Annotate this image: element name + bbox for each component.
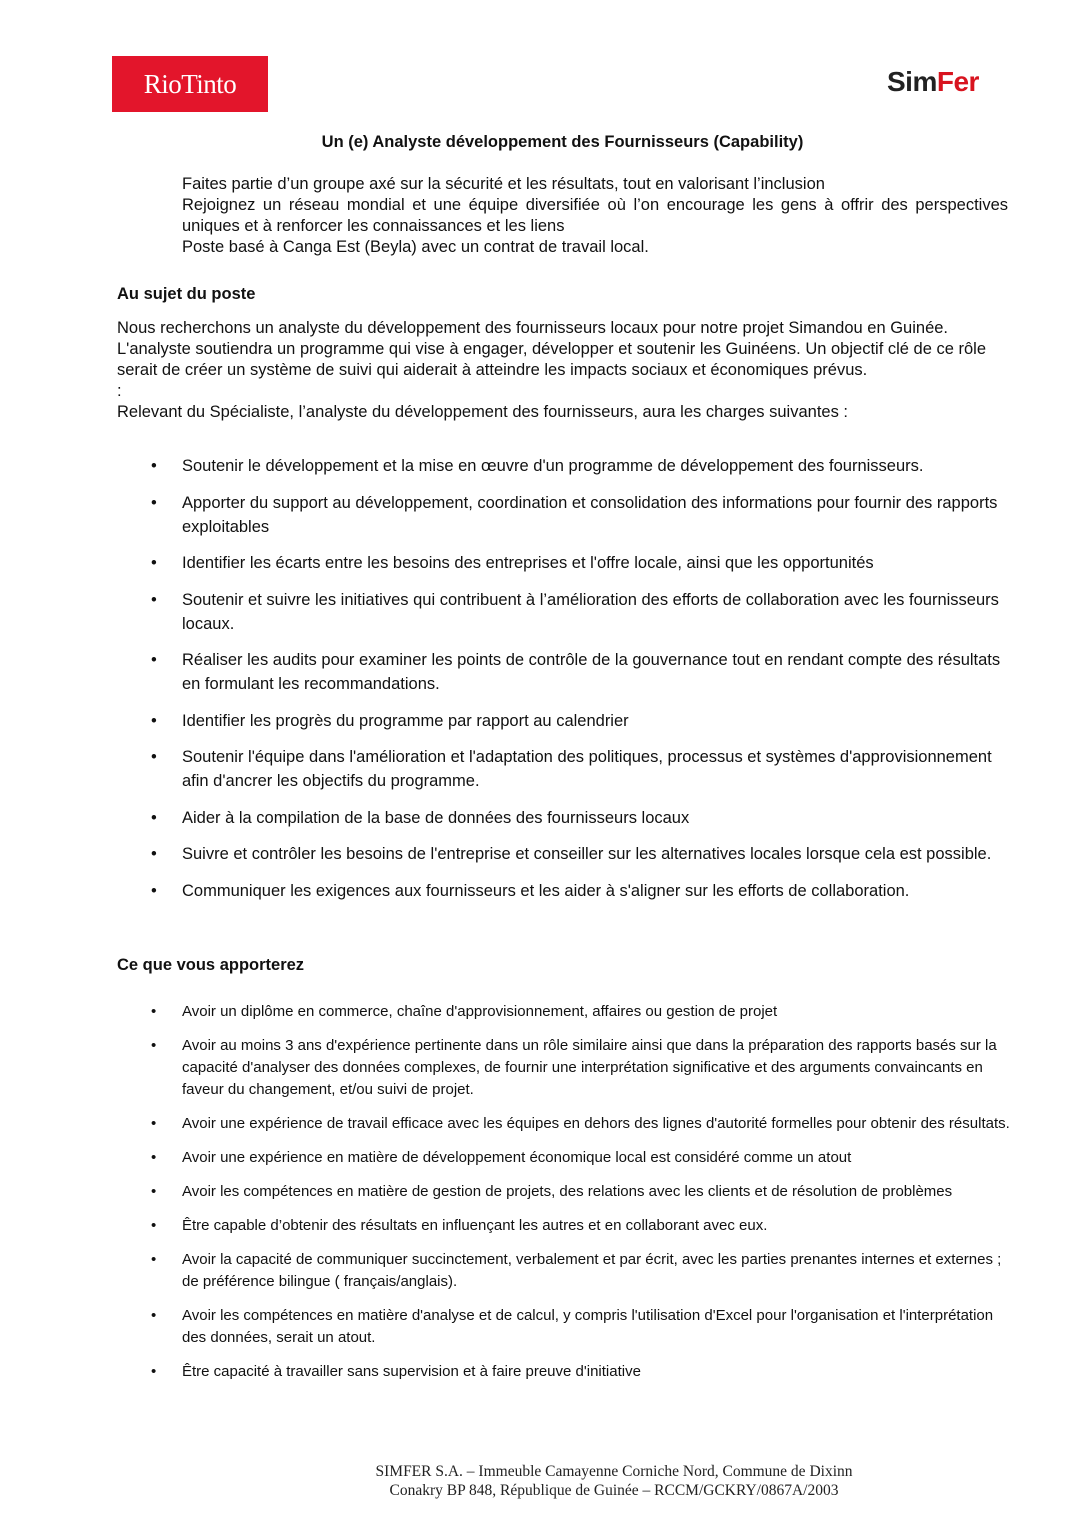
simfer-logo-fer: Fer: [936, 66, 979, 97]
footer-line-2: Conakry BP 848, République de Guinée – RCCM/GCKRY/0867A/2003: [389, 1482, 839, 1499]
duties-list: [117, 454, 1017, 915]
list-item: • Aider à la compilation de la base de données des fournisseurs locaux: [117, 806, 1017, 830]
bullet-icon: •: [151, 590, 157, 609]
bullet-icon: •: [151, 554, 157, 572]
bullet-icon: •: [151, 845, 157, 863]
section-heading-requirements: Ce que vous apporterez: [117, 956, 305, 974]
riotinto-logo: [112, 56, 268, 112]
list-item: • Être capable d’obtenir des résultats en influençant les autres et en collaborant avec eux.: [117, 1215, 1017, 1237]
about-paragraph-block: [117, 318, 997, 423]
list-item: • Avoir un diplôme en commerce, chaîne d'approvisionnement, affaires ou gestion de projet: [117, 1001, 1017, 1023]
bullet-icon: •: [151, 1307, 157, 1324]
list-item: • Apporter du support au développement, coordination et consolidation des informations pour fournir des rapports exploitables: [117, 491, 1017, 539]
intro-line: Rejoignez un réseau mondial et une équipe diversifiée où l’on encourage les gens à offrir des perspectives uniques et à renforcer les connaissances et les liens: [182, 196, 1008, 235]
list-item: • Avoir les compétences en matière d'analyse et de calcul, y compris l'utilisation d'Excel pour l'organisation et l'interprétation des données, serait un atout.: [151, 1307, 994, 1346]
list-item: • Identifier les progrès du programme par rapport au calendrier: [117, 709, 1017, 733]
intro-block: [182, 174, 1008, 258]
list-item: • Réaliser les audits pour examiner les points de contrôle de la gouvernance tout en rendant compte des résultats en formulant les recommandations.: [117, 648, 1017, 696]
riotinto-logo-text: RioTinto: [143, 68, 237, 99]
list-item: • Soutenir le développement et la mise en œuvre d'un programme de développement des fournisseurs.: [117, 454, 1017, 478]
section-heading-about: Au sujet du poste: [117, 285, 256, 303]
footer-line-1: SIMFER S.A. – Immeuble Camayenne Corniche Nord, Commune de Dixinn: [375, 1463, 853, 1480]
bullet-icon: •: [151, 651, 157, 669]
bullet-icon: •: [151, 1003, 157, 1020]
bullet-icon: •: [151, 1363, 157, 1380]
bullet-icon: •: [151, 1217, 157, 1234]
about-paragraph: Nous recherchons un analyste du développement des fournisseurs locaux pour notre projet Simandou en Guinée. L'analyste soutiendra un programme qui vise à engager, développer et soutenir les Guinéens. Un objectif clé de ce rôle serait de créer un système de suivi qui aiderait à atteindre les impacts sociaux et économiques prévus.: [117, 319, 987, 379]
list-item: • Être capacité à travailler sans supervision et à faire preuve d'initiative: [117, 1361, 1017, 1383]
list-item: • Avoir la capacité de communiquer succinctement, verbalement et par écrit, avec les parties prenantes internes et externes ; de préférence bilingue ( français/anglais).: [151, 1251, 1002, 1290]
list-item: • Suivre et contrôler les besoins de l'entreprise et conseiller sur les alternatives locales lorsque cela est possible.: [117, 842, 1017, 866]
bullet-icon: •: [151, 493, 157, 512]
list-item: • Communiquer les exigences aux fournisseurs et les aider à s'aligner sur les efforts de collaboration.: [117, 879, 1017, 903]
list-item: • Identifier les écarts entre les besoins des entreprises et l'offre locale, ainsi que les opportunités: [117, 551, 1017, 575]
about-separator: :: [117, 382, 122, 400]
list-item: • Soutenir l'équipe dans l'amélioration et l'adaptation des politiques, processus et systèmes d'approvisionnement afin d'ancrer les objectifs du programme.: [117, 745, 1017, 793]
list-item: • Avoir une expérience de travail efficace avec les équipes en dehors des lignes d'autorité formelles pour obtenir des résultats.: [117, 1113, 1017, 1135]
page-footer: [0, 1462, 1086, 1500]
bullet-icon: •: [151, 1115, 157, 1132]
bullet-icon: •: [151, 881, 157, 900]
list-item: • Avoir les compétences en matière de gestion de projets, des relations avec les clients et de résolution de problèmes: [117, 1181, 1017, 1203]
bullet-icon: •: [151, 808, 157, 827]
list-item: • Soutenir et suivre les initiatives qui contribuent à l’amélioration des efforts de collaboration avec les fournisseurs locaux.: [117, 588, 1017, 636]
bullet-icon: •: [151, 1183, 157, 1200]
bullet-icon: •: [151, 748, 157, 766]
list-item: • Avoir au moins 3 ans d'expérience pertinente dans un rôle similaire ainsi que dans la préparation des rapports basés sur la capacité d'analyser des données complexes, de fournir une interprétation significative et des arguments convaincants en faveur du changement, et/ou suivi de projet.: [151, 1037, 997, 1098]
requirements-list: [117, 1001, 1017, 1395]
document-title: Un (e) Analyste développement des Fournisseurs (Capability): [321, 133, 804, 151]
bullet-icon: •: [151, 1251, 157, 1268]
intro-line: Faites partie d’un groupe axé sur la sécurité et les résultats, tout en valorisant l’inclusion: [182, 175, 825, 193]
bullet-icon: •: [151, 457, 157, 475]
about-lead: Relevant du Spécialiste, l’analyste du développement des fournisseurs, aura les charges suivantes :: [117, 403, 849, 421]
simfer-logo: [887, 66, 979, 98]
bullet-icon: •: [151, 1037, 157, 1054]
list-item: • Avoir une expérience en matière de développement économique local est considéré comme un atout: [117, 1147, 1017, 1169]
bullet-icon: •: [151, 1149, 157, 1166]
intro-line: Poste basé à Canga Est (Beyla) avec un contrat de travail local.: [182, 238, 649, 256]
simfer-logo-sim: Sim: [887, 66, 937, 97]
bullet-icon: •: [151, 711, 157, 730]
